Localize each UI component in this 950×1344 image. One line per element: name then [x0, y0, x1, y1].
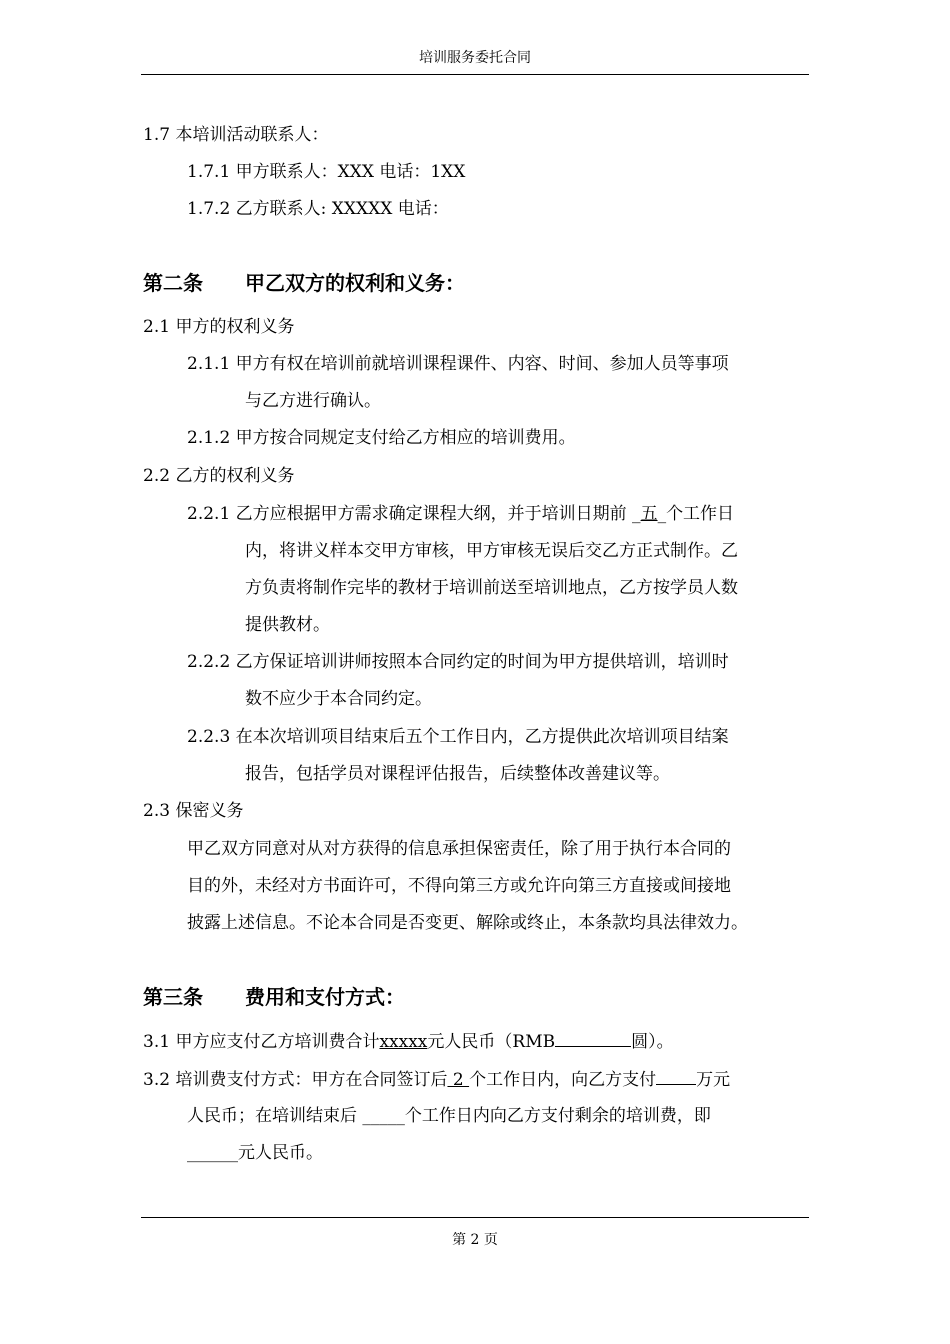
section-2-3-line1: 甲乙双方同意对从对方获得的信息承担保密责任，除了用于执行本合同的 [187, 839, 731, 859]
section-3-2-line2: 人民币；在培训结束后 _____个工作日内向乙方支付剩余的培训费，即 [187, 1106, 711, 1126]
article-3-title: 费用和支付方式： [245, 985, 405, 1009]
article-2-heading [143, 269, 465, 297]
fee-amount-value: xxxxx [379, 1032, 428, 1052]
article-2-number: 第二条 [143, 271, 203, 295]
section-2-1-1-line1: 2.1.1 甲方有权在培训前就培训课程课件、内容、时间、参加人员等事项 [187, 354, 729, 374]
section-3-2-line1 [143, 1066, 730, 1093]
footer-divider [141, 1217, 809, 1218]
article-3-number: 第三条 [143, 985, 203, 1009]
section-2-2-1-line1 [187, 501, 734, 527]
section-2-3-title: 2.3 保密义务 [143, 801, 244, 821]
page-number: 第 2 页 [452, 1232, 498, 1248]
section-2-2-3-line1: 2.2.3 在本次培训项目结束后五个工作日内，乙方提供此次培训项目结案 [187, 727, 729, 747]
section-2-2-2-line1: 2.2.2 乙方保证培训讲师按照本合同约定的时间为甲方提供培训，培训时 [187, 652, 729, 672]
rmb-amount-blank [555, 1028, 631, 1047]
section-3-1-text-b: 元人民币（RMB [427, 1032, 556, 1052]
workdays-value: 五 [640, 504, 658, 524]
section-1-7-1: 1.7.1 甲方联系人：XXX 电话：1XX [187, 162, 466, 182]
header-divider [141, 74, 809, 75]
section-2-2-1-text-b: _个工作日 [657, 504, 735, 524]
section-2-2-1-text-a: 2.2.1 乙方应根据甲方需求确定课程大纲，并于培训日期前 _ [187, 504, 641, 524]
payment-days-value: 2 [447, 1070, 470, 1090]
section-3-1-text-c: 圆）。 [631, 1032, 674, 1052]
advance-amount-blank [656, 1066, 696, 1085]
section-2-3-line3: 披露上述信息。不论本合同是否变更、解除或终止，本条款均具法律效力。 [187, 913, 748, 933]
section-2-1-title: 2.1 甲方的权利义务 [143, 317, 295, 337]
section-2-2-1-line4: 提供教材。 [245, 615, 330, 635]
section-3-2-line3 [187, 1140, 323, 1166]
section-3-2-text-c: 万元 [696, 1070, 731, 1090]
section-2-1-2: 2.1.2 甲方按合同规定支付给乙方相应的培训费用。 [187, 428, 576, 448]
page-header: 培训服务委托合同 [419, 50, 531, 66]
section-3-1 [143, 1028, 674, 1055]
section-2-2-2-line2: 数不应少于本合同约定。 [245, 689, 432, 709]
section-3-2-text-b: 个工作日内，向乙方支付 [469, 1070, 657, 1090]
remaining-amount-blank: ______ [187, 1143, 238, 1163]
section-1-7-2: 1.7.2 乙方联系人: XXXXX 电话： [187, 199, 449, 219]
section-2-3-line2: 目的外，未经对方书面许可，不得向第三方或允许向第三方直接或间接地 [187, 876, 731, 896]
section-2-2-title: 2.2 乙方的权利义务 [143, 466, 295, 486]
section-3-2-line3-text: 元人民币。 [238, 1143, 323, 1163]
section-2-1-1-line2: 与乙方进行确认。 [245, 391, 381, 411]
section-3-1-text-a: 3.1 甲方应支付乙方培训费合计 [143, 1032, 380, 1052]
section-2-2-1-line3: 方负责将制作完毕的教材于培训前送至培训地点，乙方按学员人数 [245, 578, 738, 598]
section-3-2-text-a: 3.2 培训费支付方式：甲方在合同签订后 [143, 1070, 448, 1090]
article-2-title: 甲乙双方的权利和义务： [245, 271, 465, 295]
section-2-2-3-line2: 报告，包括学员对课程评估报告，后续整体改善建议等。 [245, 764, 670, 784]
section-2-2-1-line2: 内，将讲义样本交甲方审核，甲方审核无误后交乙方正式制作。乙 [245, 541, 738, 561]
article-3-heading [143, 983, 405, 1011]
section-1-7-title: 1.7 本培训活动联系人： [143, 125, 329, 145]
